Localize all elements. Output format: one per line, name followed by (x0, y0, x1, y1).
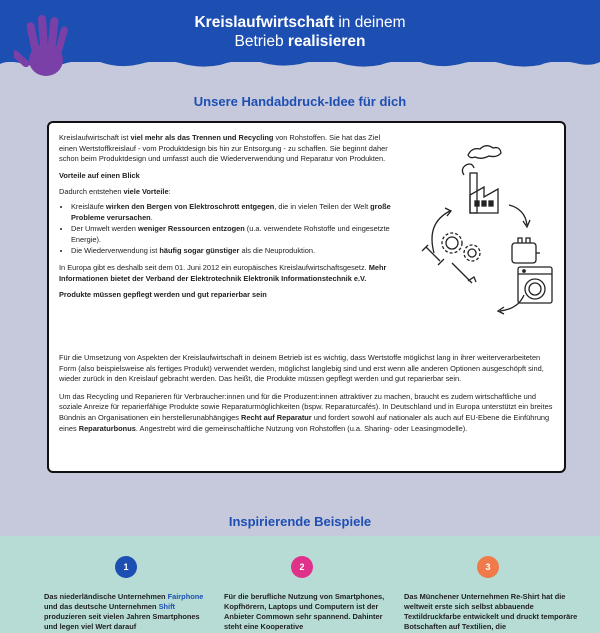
handprint-icon (14, 12, 76, 82)
umsetzung-paragraph: Für die Umsetzung von Aspekten der Kreislaufwirtschaft in deinem Betrieb ist es wichtig, dass Wertstoffe möglichst lang in ihrer weiterverarbeiteten Form (also beispielsweise als fertiges Produkt) verwendet werden, möglichst langlebig sind und erst wenn alle anderen Optionen ausgeschöpft sind, wieder zurück in den Kreislauf gebracht werden. Das heißt, die Produkte müssen gepflegt werden und gut reparierbar sein. (59, 353, 544, 384)
page-title: Kreislaufwirtschaft in deinem Betrieb realisieren (194, 14, 406, 50)
card-text-column (59, 133, 399, 307)
example-text: Das Münchener Unternehmen Re-Shirt hat die weltweit erste sich selbst abbauende Textildruckfarbe entwickelt und druckt temporäre Botschaften auf Textilien, die (404, 592, 578, 631)
info-card (47, 121, 566, 473)
vorteile-heading: Vorteile auf einen Blick (59, 170, 140, 180)
pflege-heading: Produkte müssen gepflegt werden und gut reparierbar sein (59, 290, 267, 300)
example-text: Das niederländische Unternehmen Fairphone und das deutsche Unternehmen Shift produzieren seit vielen Jahren Smartphones und legen viel Wert darauf (44, 592, 204, 631)
example-text: Für die berufliche Nutzung von Smartphones, Kopfhörern, Laptops und Computern ist der Anbieter Commown sehr spannend. Dahinter steht eine Kooperative (224, 592, 385, 631)
example-number-badge: 1 (115, 556, 137, 578)
vorteile-intro: Dadurch entstehen viele Vorteile: (59, 187, 171, 197)
list-item: • Der Umwelt werden weniger Ressourcen entzogen (u.a. verwendete Rohstoffe und eingesetzte Energie). (71, 224, 399, 245)
section-heading: Inspirierende Beispiele (228, 514, 372, 529)
vorteile-list (59, 202, 399, 257)
toaster-icon (512, 238, 540, 263)
cycle-arrows-icon (432, 205, 530, 314)
recycling-paragraph: Um das Recycling und Reparieren für Verbraucher:innen und für die Produzent:innen attraktiver zu machen, braucht es zudem wirtschaftliche und soziale Anreize für reparierfähige Produkte sowie Reparaturmöglichkeiten (bspw. Reparaturcafés). In Deutschland und in Europa unterstützt ein breites Bündnis an Organisationen ein herstellerunabhängiges Recht auf Reparatur und fordert sowohl auf nationaler als auch auf EU-Ebene die Einführung eines Reparaturbonus. Angestrebt wird die gemeinschaftliche Nutzung von Rohstoffen (u.a. Sharing- oder Leasingmodelle). (59, 391, 553, 433)
europa-paragraph: In Europa gibt es deshalb seit dem 01. Juni 2012 ein europäisches Kreislaufwirtschaftsgesetz. Mehr Informationen bietet der Verband der Elektrotechnik Elektronik Informationstechnik e.V. (59, 262, 387, 283)
example-number-badge: 2 (291, 556, 313, 578)
factory-icon (462, 146, 501, 213)
banner-torn-edge (0, 56, 600, 70)
list-item: • Die Wiederverwendung ist häufig sogar günstiger als die Neuproduktion. (71, 246, 399, 257)
section-heading: Unsere Handabdruck-Idee für dich (193, 94, 407, 109)
list-item: • Kreisläufe wirken den Bergen von Elektroschrott entgegen, die in vielen Teilen der Welt große Probleme verursachen. (71, 202, 399, 223)
circular-economy-illustration (412, 135, 557, 330)
intro-paragraph: Kreislaufwirtschaft ist viel mehr als das Trennen und Recycling von Rohstoffen. Sie hat das Ziel einen Wertstoffkreislauf - vom Produktdesign bis hin zur Entsorgung - zu schaffen. Sie beginnt daher schon beim Produktdesign und umfasst auch die Wiederverwendung und Reparatur von Produkten. (59, 133, 388, 164)
example-number-badge: 3 (477, 556, 499, 578)
gears-icon (422, 233, 480, 283)
card-text-wide (59, 353, 554, 441)
